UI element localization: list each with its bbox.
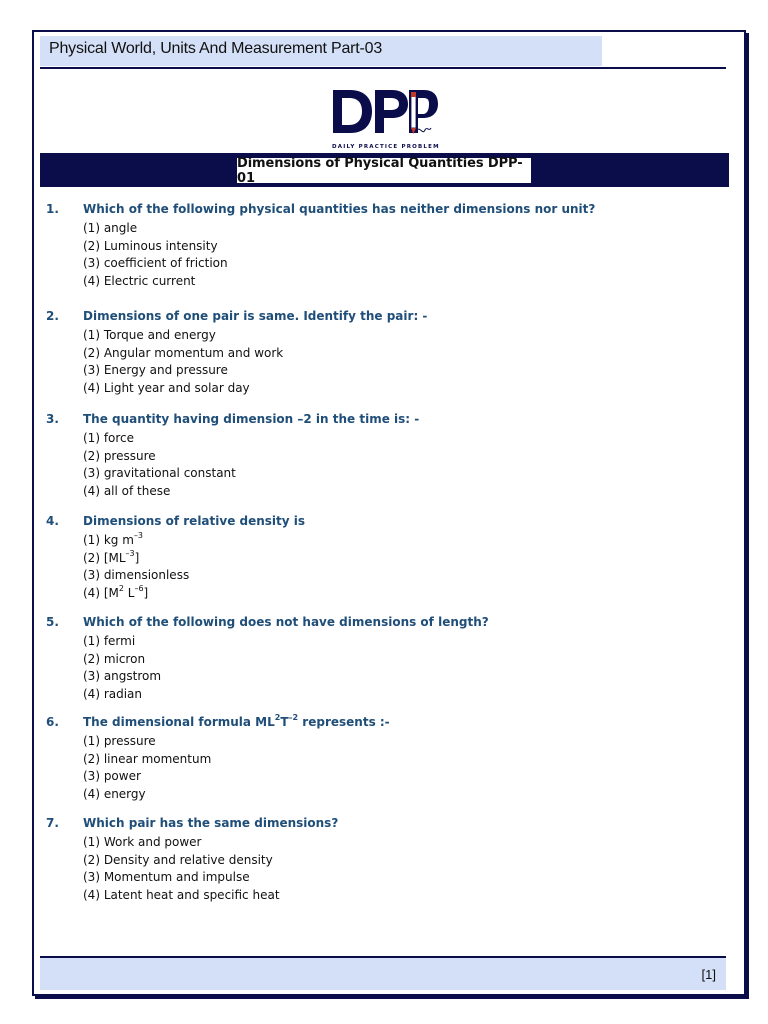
footer-band [40, 958, 726, 990]
question-number: 3. [46, 412, 59, 426]
option: (2) pressure [83, 448, 156, 463]
option: (4) all of these [83, 484, 171, 499]
option: (3) coefficient of friction [83, 256, 228, 271]
option: (1) Work and power [83, 835, 202, 849]
question-number: 6. [46, 715, 59, 729]
question-text: Which of the following physical quantities has neither dimensions nor unit? [83, 202, 596, 216]
option: (3) Momentum and impulse [83, 870, 250, 885]
question-number: 1. [46, 202, 59, 216]
dpp-logo [330, 86, 440, 156]
option: (1) fermi [83, 634, 136, 648]
option: (3) power [83, 769, 141, 784]
option: (3) angstrom [83, 669, 162, 684]
option: (4) Light year and solar day [83, 381, 250, 396]
option: (4) Electric current [83, 274, 196, 289]
option: (1) pressure [83, 734, 156, 748]
option: (2) Luminous intensity [83, 238, 218, 253]
page-number: [1] [701, 967, 716, 982]
option: (1) force [83, 431, 135, 445]
option: (1) angle [83, 221, 138, 235]
option: (3) Energy and pressure [83, 363, 228, 378]
option: (3) dimensionless [83, 568, 190, 583]
option: (4) Latent heat and specific heat [83, 888, 280, 903]
option: (2) Angular momentum and work [83, 345, 284, 360]
option: (2) linear momentum [83, 751, 212, 766]
question-text: Dimensions of one pair is same. Identify the pair: - [83, 309, 428, 323]
question-text: The quantity having dimension –2 in the time is: - [83, 412, 420, 426]
question-text: Which of the following does not have dimensions of length? [83, 615, 489, 629]
option: (4) radian [83, 687, 143, 702]
option: (1) kg $m^{-3}$ [83, 531, 143, 547]
option: (3) gravitational constant [83, 466, 236, 481]
option: (2) micron [83, 651, 146, 666]
option: (2) $[ML^{-3}]$ [83, 548, 140, 565]
option: (4) energy [83, 787, 146, 802]
question-number: 2. [46, 309, 59, 323]
option: (1) Torque and energy [83, 328, 216, 342]
option: (2) Density and relative density [83, 852, 273, 867]
header-divider [40, 67, 726, 69]
question-text: Dimensions of relative density is [83, 514, 306, 528]
sheet-title: Dimensions of Physical Quantities DPP-01 [236, 157, 532, 184]
question-text: Which pair has the same dimensions? [83, 816, 339, 830]
option: (4) [$M^2$ $L^{-6}$] [83, 584, 149, 601]
question-number: 7. [46, 816, 59, 830]
logo-tagline: DAILY PRACTICE PROBLEM [332, 144, 440, 150]
page-header-title: Physical World, Units And Measurement Part-03 [49, 40, 383, 57]
question-number: 5. [46, 615, 59, 629]
question-text: The dimensional formula $ML^2T^{-2}$ represents :- [83, 713, 390, 729]
question-number: 4. [46, 514, 59, 528]
